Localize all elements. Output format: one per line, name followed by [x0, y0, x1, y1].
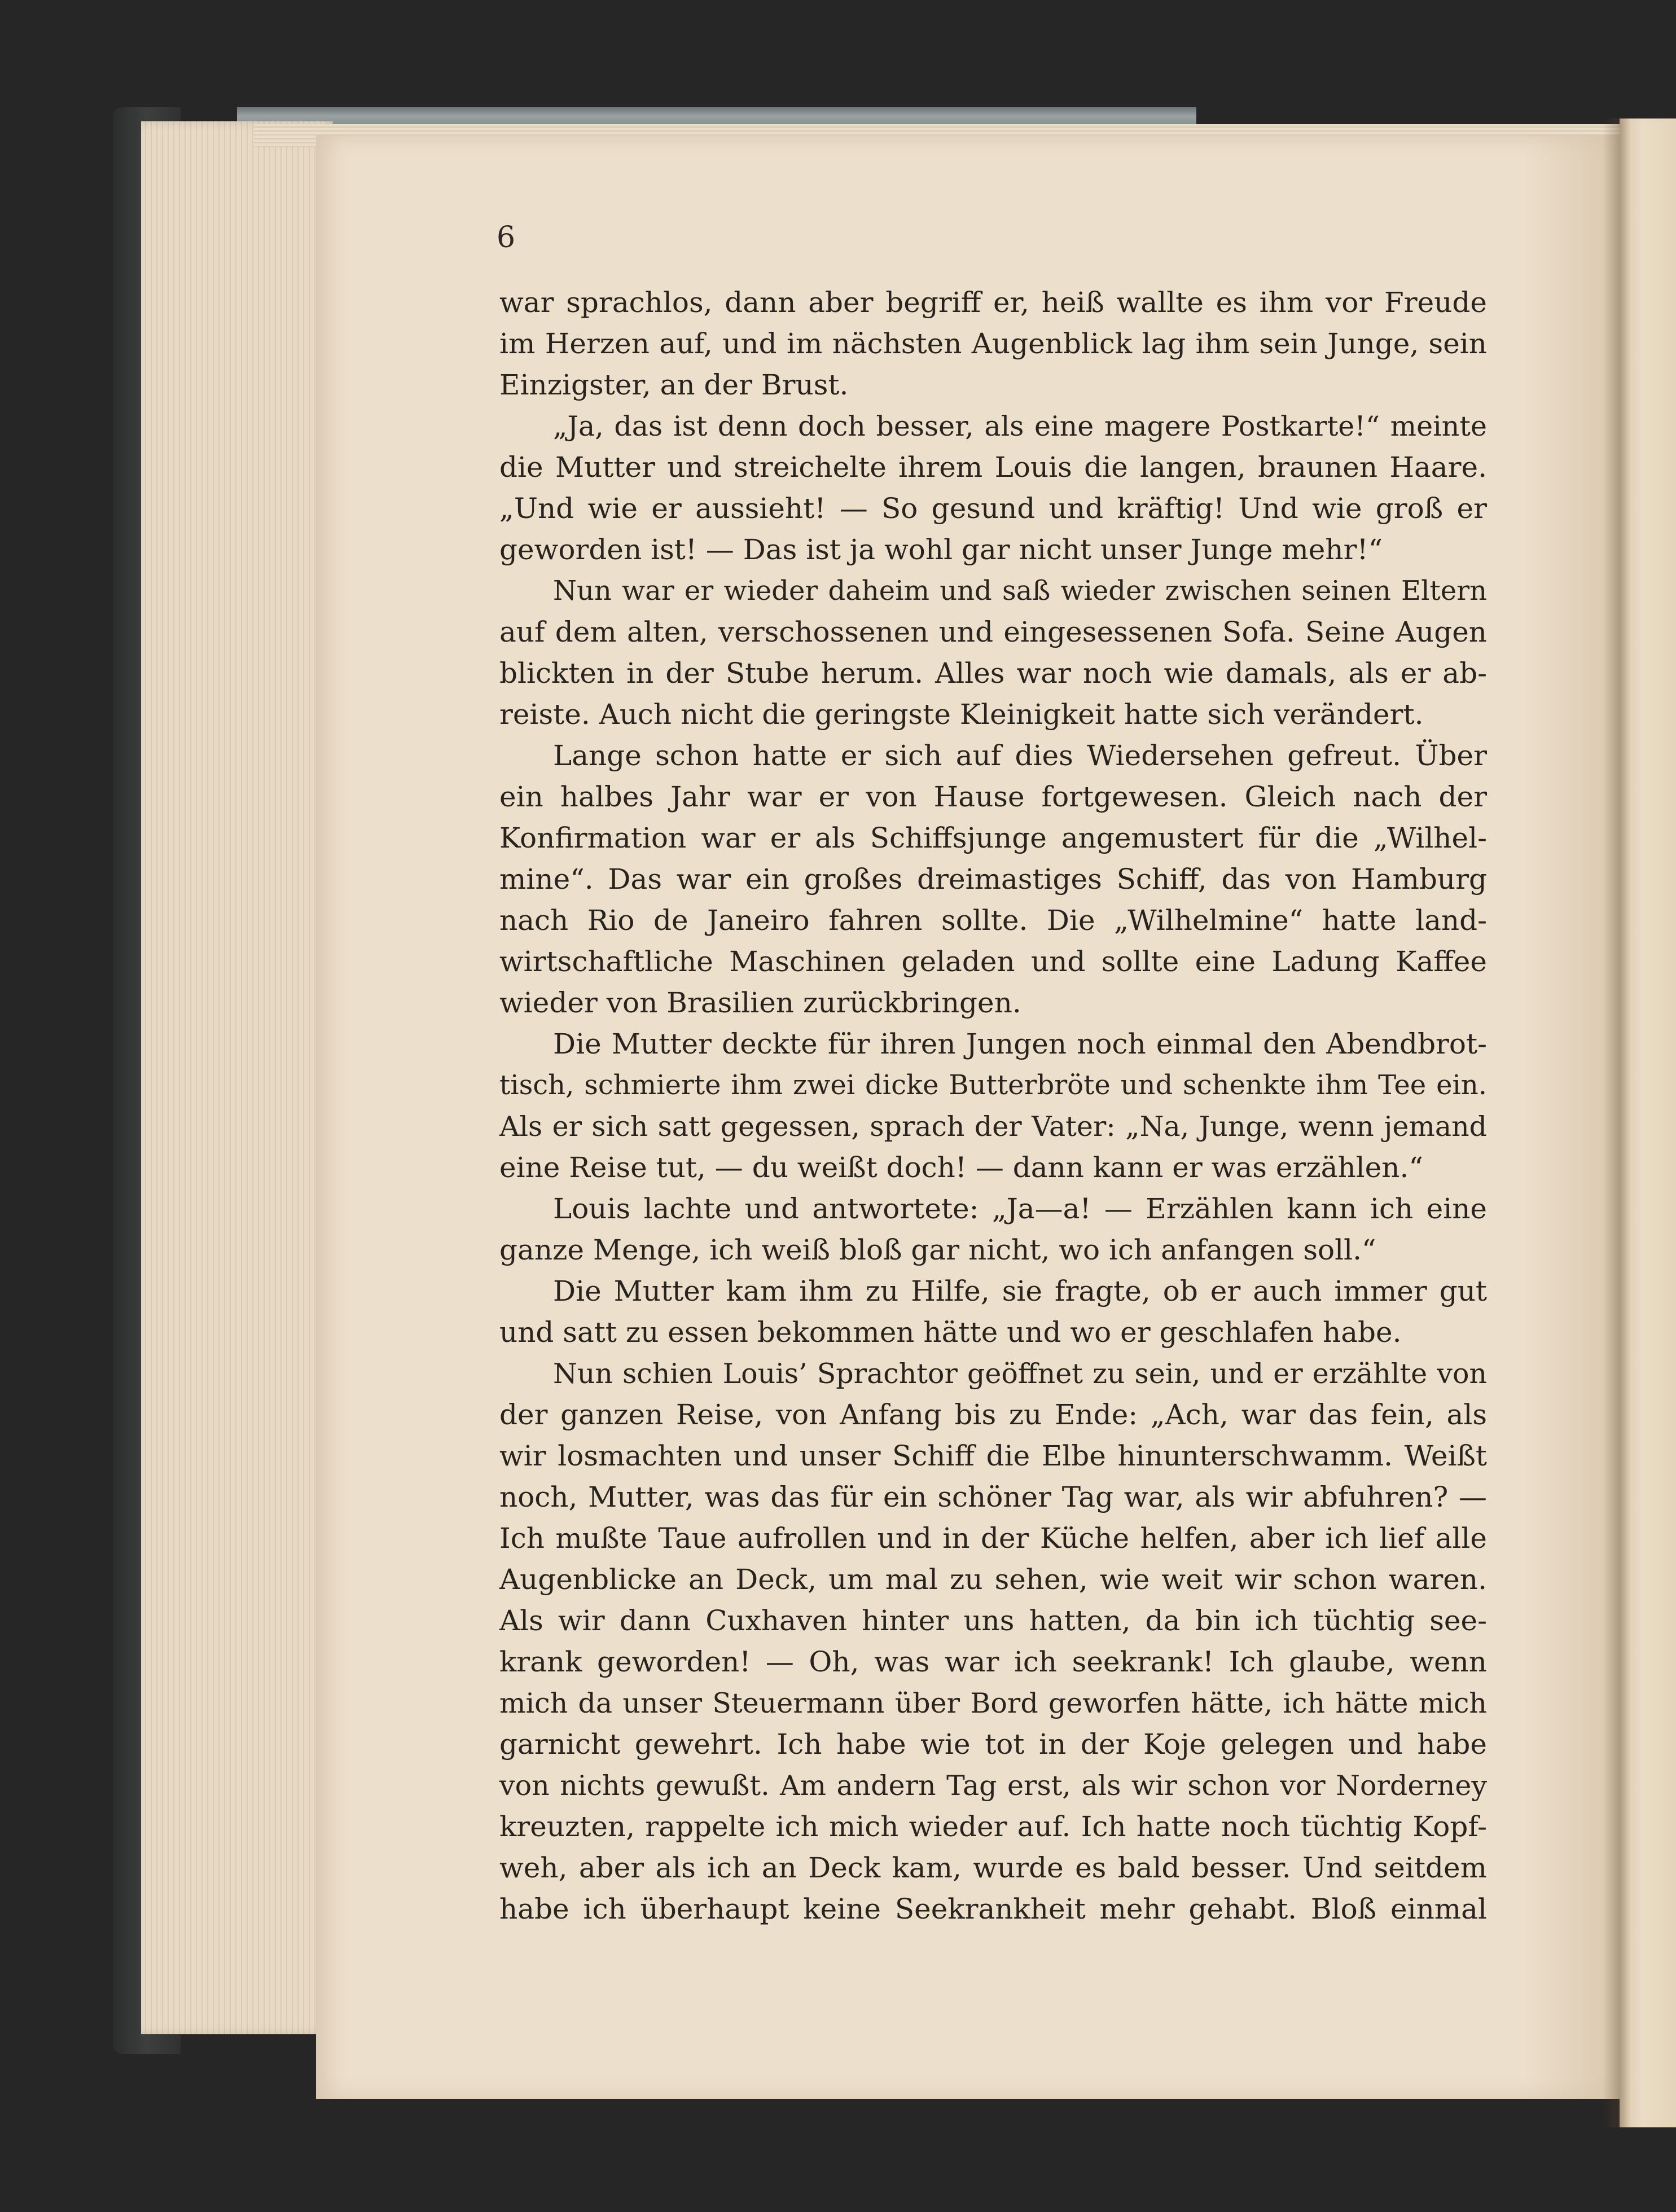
- text-line: mine“. Das war ein großes dreimastiges Schiff, das von Hamburg: [499, 863, 1487, 896]
- text-line: wirtschaftliche Maschinen geladen und sollte eine Ladung Kaffee: [499, 945, 1487, 978]
- text-line: im Herzen auf, und im nächsten Augenblick lag ihm sein Junge, sein: [499, 327, 1487, 360]
- text-line: kreuzten, rappelte ich mich wieder auf. Ich hatte noch tüchtig Kopf-: [499, 1810, 1487, 1843]
- text-line: die Mutter und streichelte ihrem Louis die langen, braunen Haare.: [499, 451, 1487, 484]
- text-line: ein halbes Jahr war er von Hause fortgewesen. Gleich nach der: [499, 780, 1487, 813]
- text-line: tisch, schmierte ihm zwei dicke Butterbröte und schenkte ihm Tee ein.: [499, 1069, 1487, 1101]
- text-line: habe ich überhaupt keine Seekrankheit mehr gehabt. Bloß einmal: [499, 1893, 1487, 1925]
- text-line: reiste. Auch nicht die geringste Kleinigkeit hatte sich verändert.: [499, 698, 1424, 731]
- text-line: war sprachlos, dann aber begriff er, heiß wallte es ihm vor Freude: [499, 286, 1487, 319]
- text-line: wir losmachten und unser Schiff die Elbe hinunterschwamm. Weißt: [499, 1439, 1487, 1472]
- text-line: Louis lachte und antwortete: „Ja—a! — Erzählen kann ich eine: [553, 1192, 1487, 1225]
- text-line: weh, aber als ich an Deck kam, wurde es bald besser. Und seitdem: [499, 1851, 1487, 1884]
- gutter-shadow: [1603, 118, 1631, 2127]
- text-line: Lange schon hatte er sich auf dies Wiedersehen gefreut. Über: [553, 739, 1487, 772]
- text-line: Nun schien Louis’ Sprachtor geöffnet zu sein, und er erzählte von: [553, 1358, 1487, 1390]
- page-number: 6: [497, 221, 516, 254]
- page-body-text: [499, 282, 1487, 1930]
- text-line: auf dem alten, verschossenen und eingesessenen Sofa. Seine Augen: [499, 616, 1487, 648]
- page-stack-edge: [141, 121, 333, 2034]
- text-line: Nun war er wieder daheim und saß wieder zwischen seinen Eltern: [553, 575, 1487, 607]
- text-line: Ich mußte Taue aufrollen und in der Küche helfen, aber ich lief alle: [499, 1522, 1487, 1555]
- text-line: Augenblicke an Deck, um mal zu sehen, wie weit wir schon waren.: [499, 1563, 1487, 1596]
- text-line: nach Rio de Janeiro fahren sollte. Die „Wilhelmine“ hatte land-: [499, 904, 1487, 937]
- text-line: Einzigster, an der Brust.: [499, 368, 849, 401]
- text-line: wieder von Brasilien zurückbringen.: [499, 986, 1021, 1019]
- text-line: Die Mutter kam ihm zu Hilfe, sie fragte, ob er auch immer gut: [553, 1275, 1487, 1307]
- text-line: und satt zu essen bekommen hätte und wo er geschlafen habe.: [499, 1316, 1402, 1349]
- text-line: Als wir dann Cuxhaven hinter uns hatten, da bin ich tüchtig see-: [499, 1604, 1487, 1637]
- text-line: ganze Menge, ich weiß bloß gar nicht, wo ich anfangen soll.“: [499, 1234, 1376, 1266]
- text-line: noch, Mutter, was das für ein schöner Tag war, als wir abfuhren? —: [499, 1481, 1487, 1513]
- text-line: geworden ist! — Das ist ja wohl gar nicht unser Junge mehr!“: [499, 533, 1383, 566]
- text-line: der ganzen Reise, von Anfang bis zu Ende: „Ach, war das fein, als: [499, 1398, 1487, 1431]
- text-line: Konfirmation war er als Schiffsjunge angemustert für die „Wilhel-: [499, 822, 1487, 854]
- text-line: krank geworden! — Oh, was war ich seekrank! Ich glaube, wenn: [499, 1645, 1487, 1678]
- text-line: Als er sich satt gegessen, sprach der Vater: „Na, Junge, wenn jemand: [499, 1111, 1487, 1143]
- text-line: garnicht gewehrt. Ich habe wie tot in der Koje gelegen und habe: [499, 1728, 1487, 1761]
- text-line: blickten in der Stube herum. Alles war noch wie damals, als er ab-: [499, 657, 1487, 690]
- text-line: Die Mutter deckte für ihren Jungen noch einmal den Abendbrot-: [553, 1028, 1487, 1060]
- text-line: „Ja, das ist denn doch besser, als eine magere Postkarte!“ meinte: [553, 410, 1487, 442]
- text-line: eine Reise tut, — du weißt doch! — dann kann er was erzählen.“: [499, 1151, 1423, 1184]
- text-line: von nichts gewußt. Am andern Tag erst, als wir schon vor Norderney: [499, 1770, 1487, 1802]
- text-line: mich da unser Steuermann über Bord geworfen hätte, ich hätte mich: [499, 1687, 1487, 1719]
- text-line: „Und wie er aussieht! — So gesund und kräftig! Und wie groß er: [499, 492, 1487, 525]
